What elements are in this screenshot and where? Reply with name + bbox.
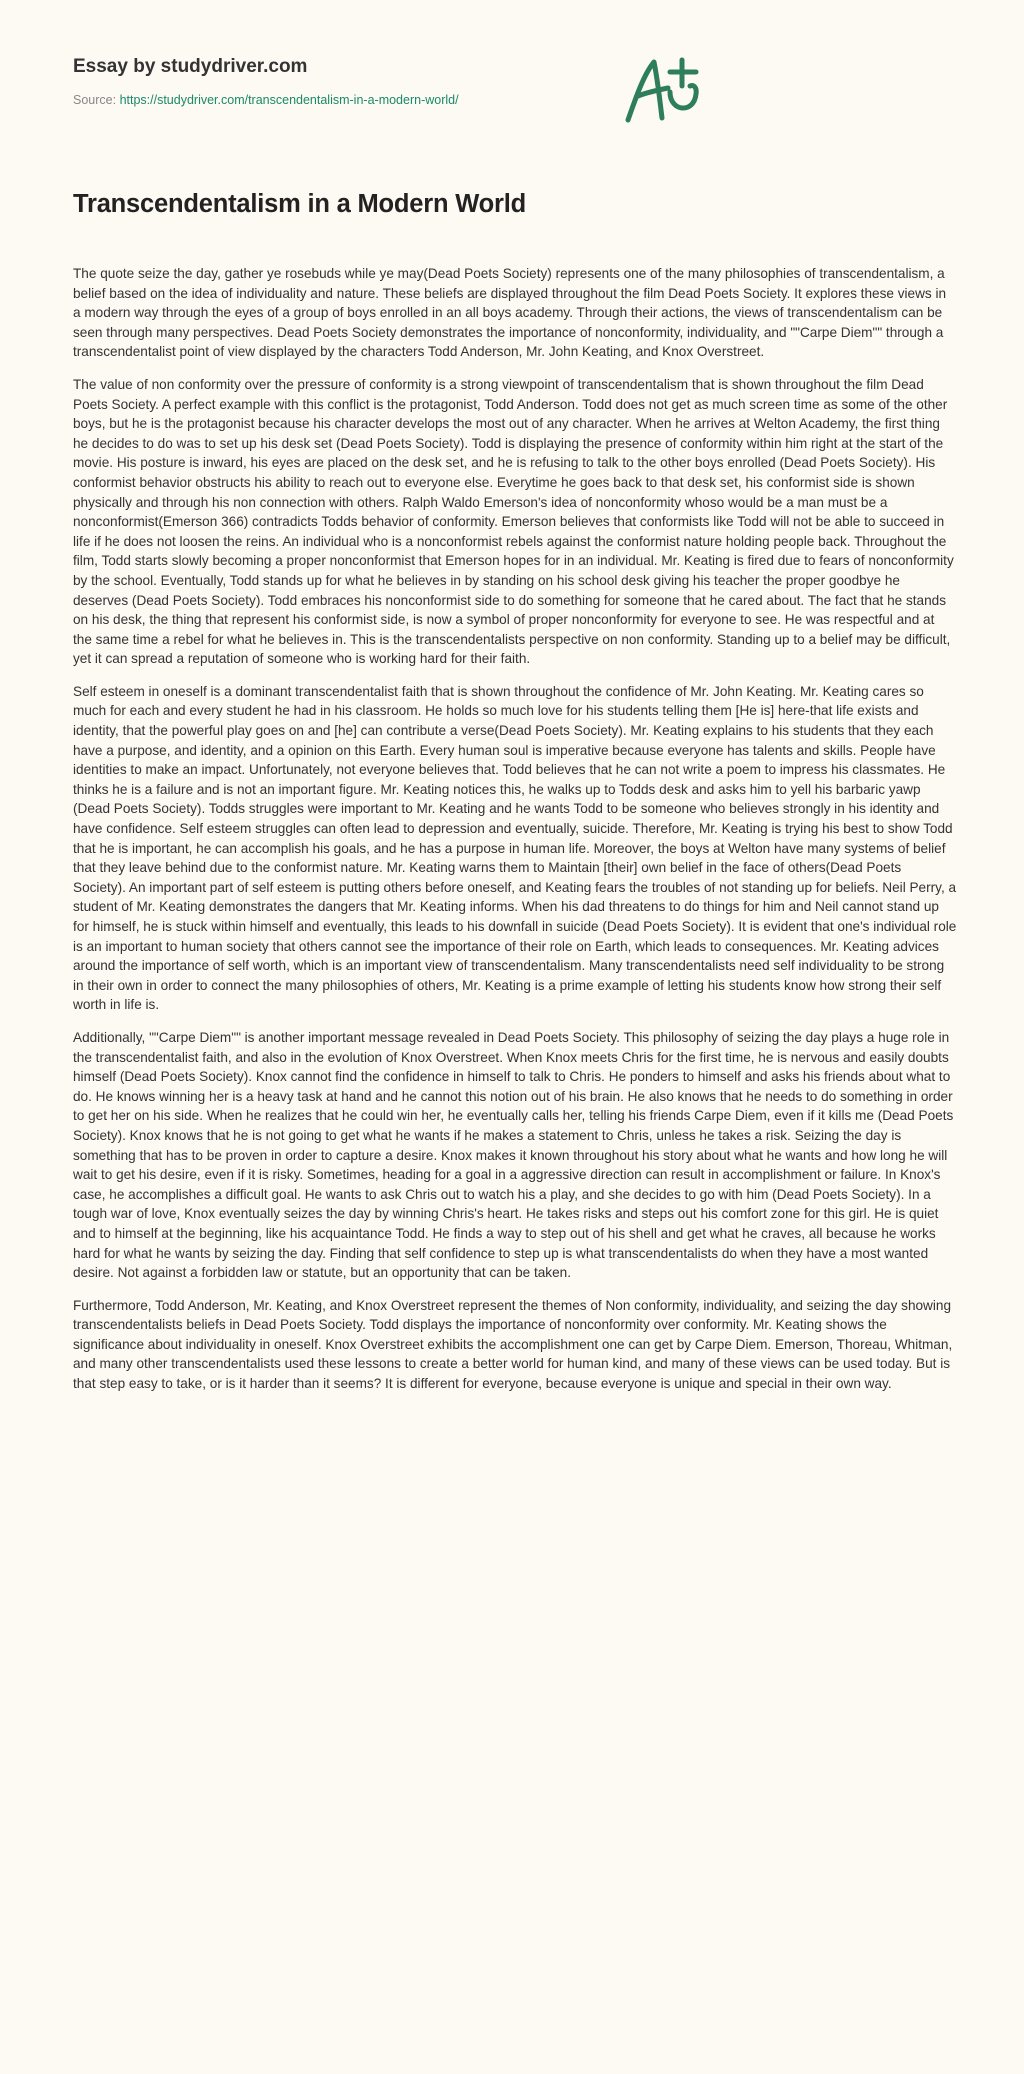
article-body [73, 264, 957, 1407]
site-brand: Essay by studydriver.com [73, 56, 308, 77]
article-title: Transcendentalism in a Modern World [73, 190, 527, 218]
paragraph: Additionally, ""Carpe Diem"" is another important message revealed in Dead Poets Society. This philosophy of seizing the day plays a huge role in the transcendentalist faith, and also in the evolution of Knox Overstreet. When Knox meets Chris for the first time, he is nervous and easily doubts himself (Dead Poets Society). Knox cannot find the confidence in himself to talk to Chris. He ponders to himself and asks his friends about what to do. He knows winning her is a heavy task at hand and he cannot this notion out of his brain. He also knows that he needs to do something in order to get her on his side. When he realizes that he could win her, he eventually calls her, telling his friends Carpe Diem, even if it kills me (Dead Poets Society). Knox knows that he is not going to get what he wants if he makes a statement to Chris, unless he takes a risk. Seizing the day is something that has to be proven in order to capture a desire. Knox makes it known throughout his story about what he wants and how long he will wait to get his desire, even if it is risky. Sometimes, heading for a goal in a aggressive direction can result in accomplishment or failure. In Knox's case, he accomplishes a difficult goal. He wants to ask Chris out to watch his a play, and she decides to go with him (Dead Poets Society). In a tough war of love, Knox eventually seizes the day by winning Chris's heart. He takes risks and steps out his comfort zone for this girl. He is quiet and to himself at the beginning, like his acquaintance Todd. He finds a way to step out of his shell and get what he craves, all because he works hard for what he wants by seizing the day. Finding that self confidence to step up is what transcendentalists do when they have a most wanted desire. Not against a forbidden law or statute, but an opportunity that can be taken. [73, 1029, 954, 1281]
paragraph: Self esteem in oneself is a dominant transcendentalist faith that is shown throughout the confidence of Mr. John Keating. Mr. Keating cares so much for each and every student he had in his classroom. He holds so much love for his students telling them [He is] here-that life exists and identity, that the powerful play goes on and [he] can contribute a verse(Dead Poets Society). Mr. Keating explains to his students that they each have a purpose, and identity, and a opinion on this Earth. Every human soul is imperative because everyone has talents and skills. People have identities to make an impact. Unfortunately, not everyone believes that. Todd believes that he can not write a poem to impress his classmates. He thinks he is a failure and is not an important figure. Mr. Keating notices this, he walks up to Todds desk and asks him to yell his barbaric yawp (Dead Poets Society). Todds struggles were important to Mr. Keating and he wants Todd to be someone who believes strongly in his identity and have confidence. Self esteem struggles can often lead to depression and eventually, suicide. Therefore, Mr. Keating is trying his best to show Todd that he is important, he can accomplish his goals, and he has a purpose in human life. Moreover, the boys at Welton have many systems of belief that they leave behind due to the conformist nature. Mr. Keating warns them to Maintain [their] own belief in the face of others(Dead Poets Society). An important part of self esteem is putting others before oneself, and Keating fears the troubles of not standing up for beliefs. Neil Perry, a student of Mr. Keating demonstrates the dangers that Mr. Keating informs. When his dad threatens to do things for him and Neil cannot stand up for himself, he is stuck within himself and eventually, this leads to his downfall in suicide (Dead Poets Society). It is evident that one's individual role is an important to human society that others cannot see the importance of their role on Earth, which leads to consequences. Mr. Keating advices around the importance of self worth, which is an important view of transcendentalism. Many transcendentalists need self individuality to be strong in their own in order to connect the many philosophies of others, Mr. Keating is a prime example of letting his students know how strong their self worth in life is. [73, 683, 957, 1013]
a-plus-logo-icon [616, 52, 706, 127]
source-line [73, 93, 459, 107]
paragraph: The quote seize the day, gather ye rosebuds while ye may(Dead Poets Society) represents one of the many philosophies of transcendentalism, a belief based on the idea of individuality and nature. These beliefs are displayed throughout the film Dead Poets Society. It explores these views in a modern way through the eyes of a group of boys enrolled in an all boys academy. Through their actions, the views of transcendentalism can be seen through many perspectives. Dead Poets Society demonstrates the importance of nonconformity, individuality, and ""Carpe Diem"" through a transcendentalist point of view displayed by the characters Todd Anderson, Mr. John Keating, and Knox Overstreet. [73, 266, 947, 360]
source-link[interactable]: https://studydriver.com/transcendentalism-in-a-modern-world/ [119, 93, 459, 107]
source-label: Source: [73, 93, 120, 107]
paragraph: The value of non conformity over the pressure of conformity is a strong viewpoint of transcendentalism that is shown throughout the film Dead Poets Society. A perfect example with this conflict is the protagonist, Todd Anderson. Todd does not get as much screen time as some of the other boys, but he is the protagonist because his character develops the most out of any character. When he arrives at Welton Academy, the first thing he decides to do was to set up his desk set (Dead Poets Society). Todd is displaying the presence of conformity within him right at the start of the movie. His posture is inward, his eyes are placed on the desk set, and he is refusing to talk to the other boys enrolled (Dead Poets Society). His conformist behavior obstructs his ability to reach out to everyone else. Everytime he goes back to that desk set, his conformist side is shown physically and through his non connection with others. Ralph Waldo Emerson's idea of nonconformity whoso would be a man must be a nonconformist(Emerson 366) contradicts Todds behavior of conformity. Emerson believes that conformists like Todd will not be able to succeed in life if he does not loosen the reins. An individual who is a nonconformist rebels against the conformist nature holding people back. Throughout the film, Todd starts slowly becoming a proper nonconformist that Emerson hopes for in an individual. Mr. Keating is fired due to fears of nonconformity by the school. Eventually, Todd stands up for what he believes in by standing on his school desk giving his teacher the proper goodbye he deserves (Dead Poets Society). Todd embraces his nonconformist side to do something for someone that he cared about. The fact that he stands on his desk, the thing that represent his conformist side, is now a symbol of proper nonconformity for everyone to see. He was respectful and at the same time a rebel for what he believes in. This is the transcendentalists perspective on non conformity. Standing up to a belief may be difficult, yet it can spread a reputation of someone who is working hard for their faith. [73, 376, 954, 667]
paragraph: Furthermore, Todd Anderson, Mr. Keating, and Knox Overstreet represent the themes of Non conformity, individuality, and seizing the day showing transcendentalists beliefs in Dead Poets Society. Todd displays the importance of nonconformity over conformity. Mr. Keating shows the significance about individuality in oneself. Knox Overstreet exhibits the accomplishment one can get by Carpe Diem. Emerson, Thoreau, Whitman, and many other transcendentalists used these lessons to create a better world for human kind, and many of these views can be used today. But is that step easy to take, or is it harder than it seems? It is different for everyone, because everyone is unique and special in their own way. [73, 1297, 953, 1392]
